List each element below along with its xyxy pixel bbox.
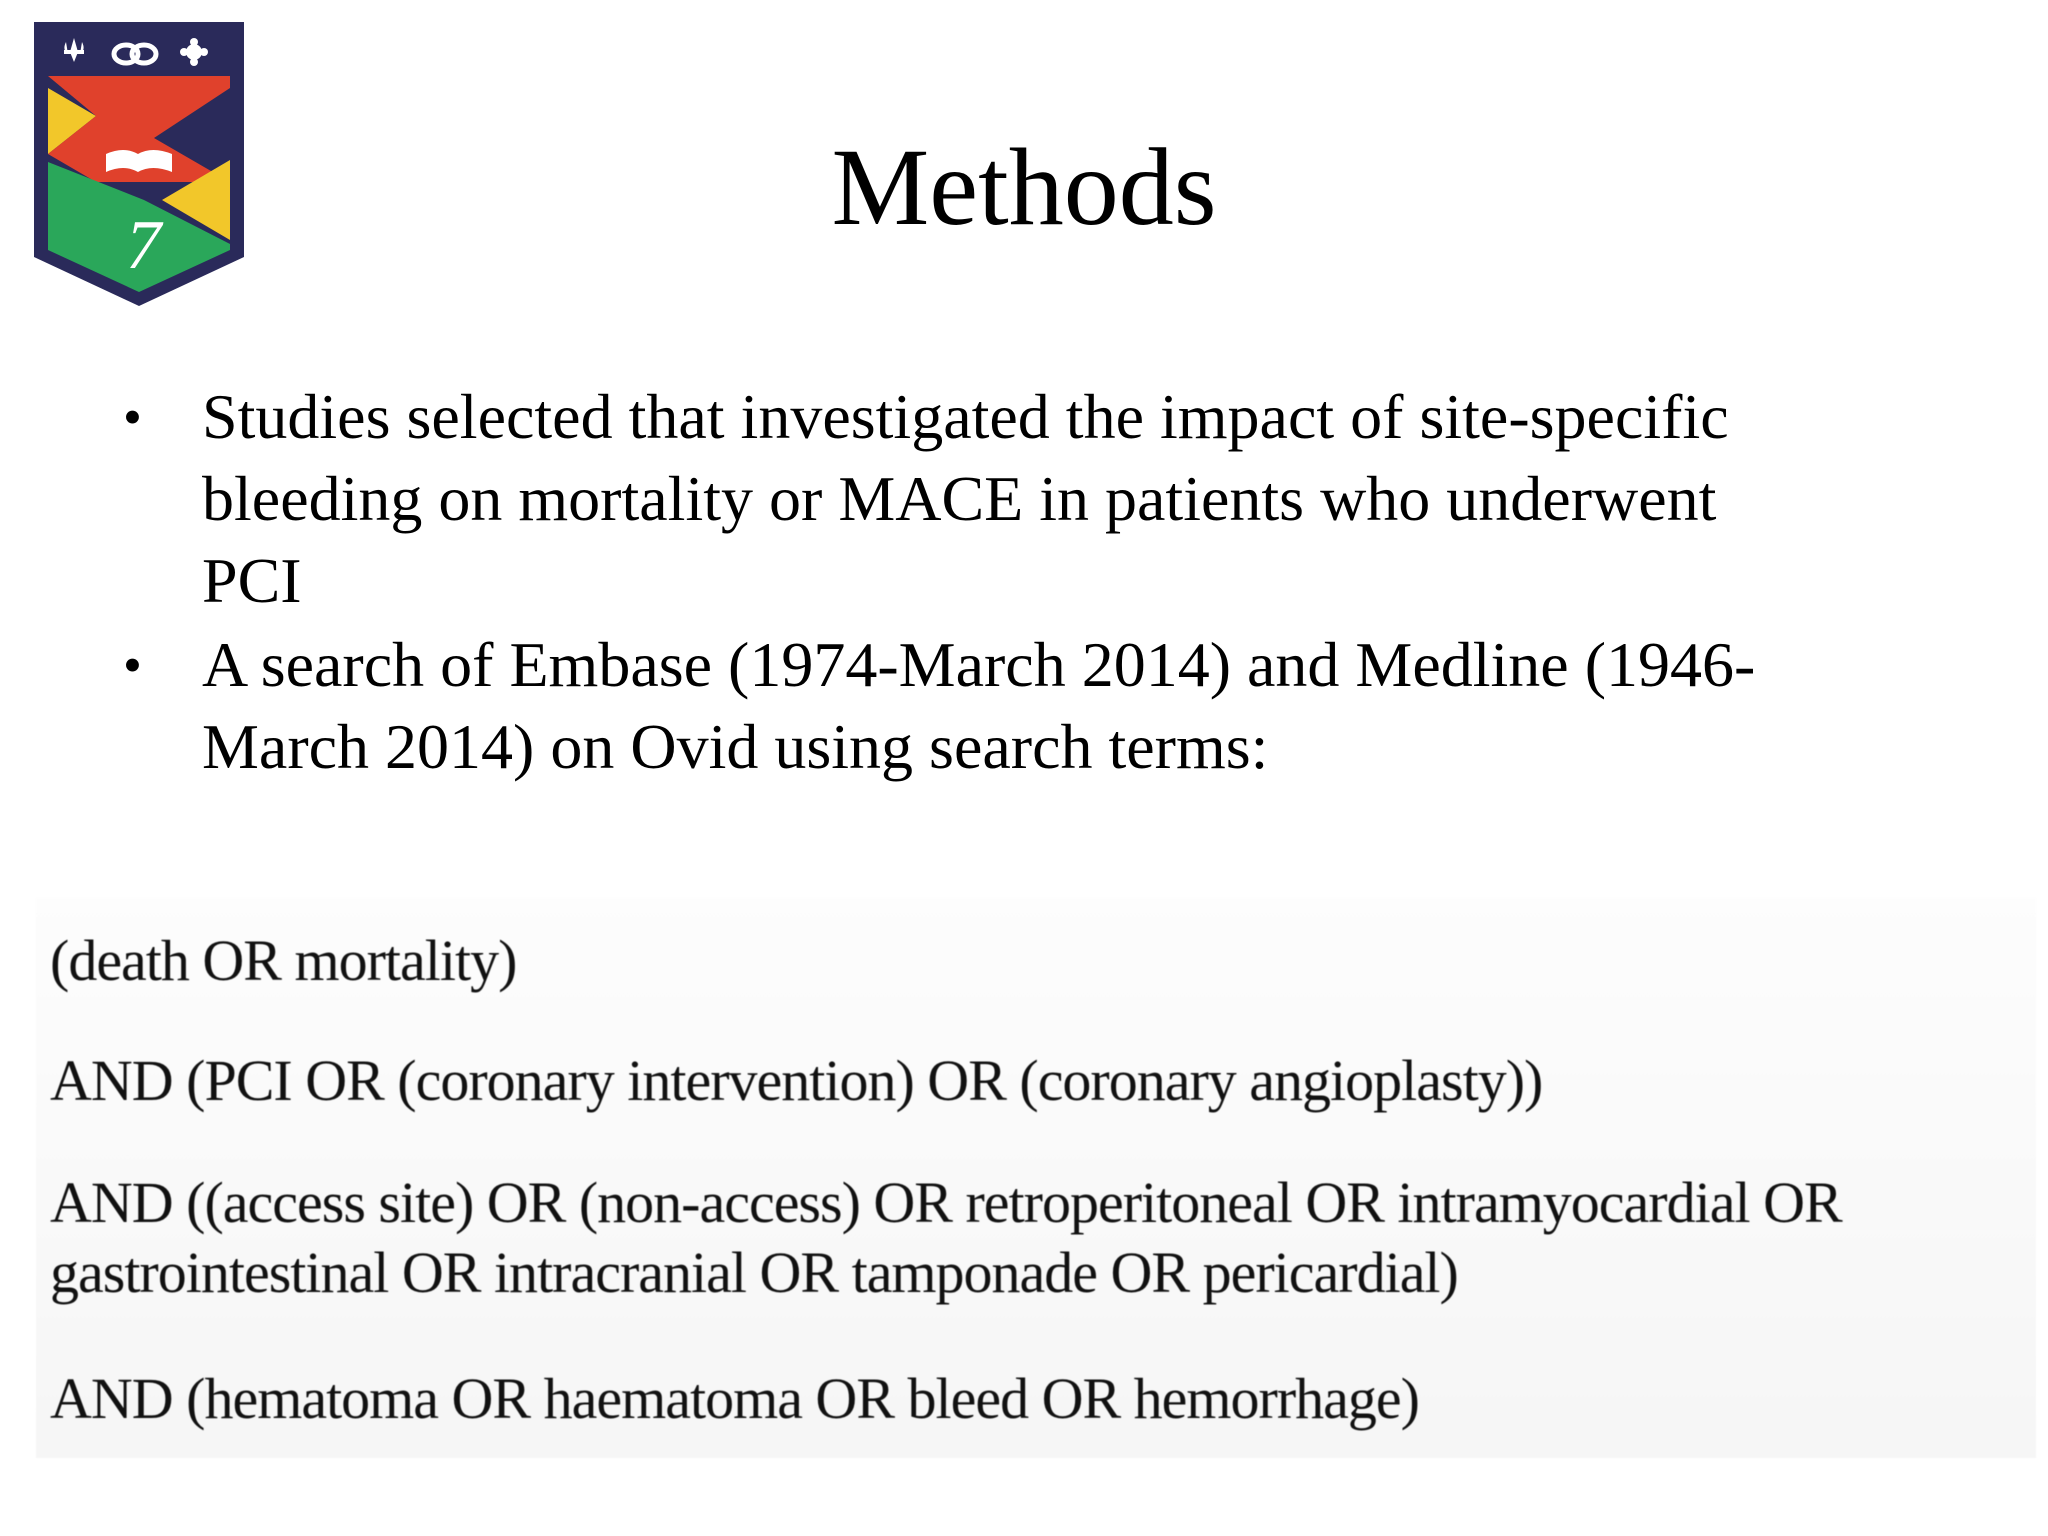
search-term-line: (death OR mortality) <box>50 928 517 993</box>
search-terms-block <box>36 898 2036 1458</box>
bullet-item <box>118 624 1918 788</box>
search-term-line: AND ((access site) OR (non-access) OR retroperitoneal OR intramyocardial OR <box>50 1170 1842 1235</box>
bullet-list <box>118 376 1918 790</box>
bullet-item <box>118 376 1918 622</box>
bullet-line: March 2014) on Ovid using search terms: <box>202 711 1269 782</box>
bullet-line: A search of Embase (1974-March 2014) and Medline (1946- <box>202 629 1756 700</box>
bullet-line: PCI <box>202 545 302 616</box>
search-term-line: gastrointestinal OR intracranial OR tamponade OR pericardial) <box>50 1240 1458 1305</box>
search-term-line: AND (PCI OR (coronary intervention) OR (coronary angioplasty)) <box>50 1048 1543 1113</box>
bullet-marker: • <box>123 387 142 447</box>
bullet-line: bleeding on mortality or MACE in patients who underwent <box>202 463 1717 534</box>
bullet-line: Studies selected that investigated the impact of site-specific <box>202 381 1729 452</box>
crest-number: 7 <box>126 207 161 284</box>
bullet-marker: • <box>123 635 142 695</box>
page-title: Methods <box>831 126 1217 248</box>
search-term-line: AND (hematoma OR haematoma OR bleed OR hemorrhage) <box>50 1366 1419 1431</box>
